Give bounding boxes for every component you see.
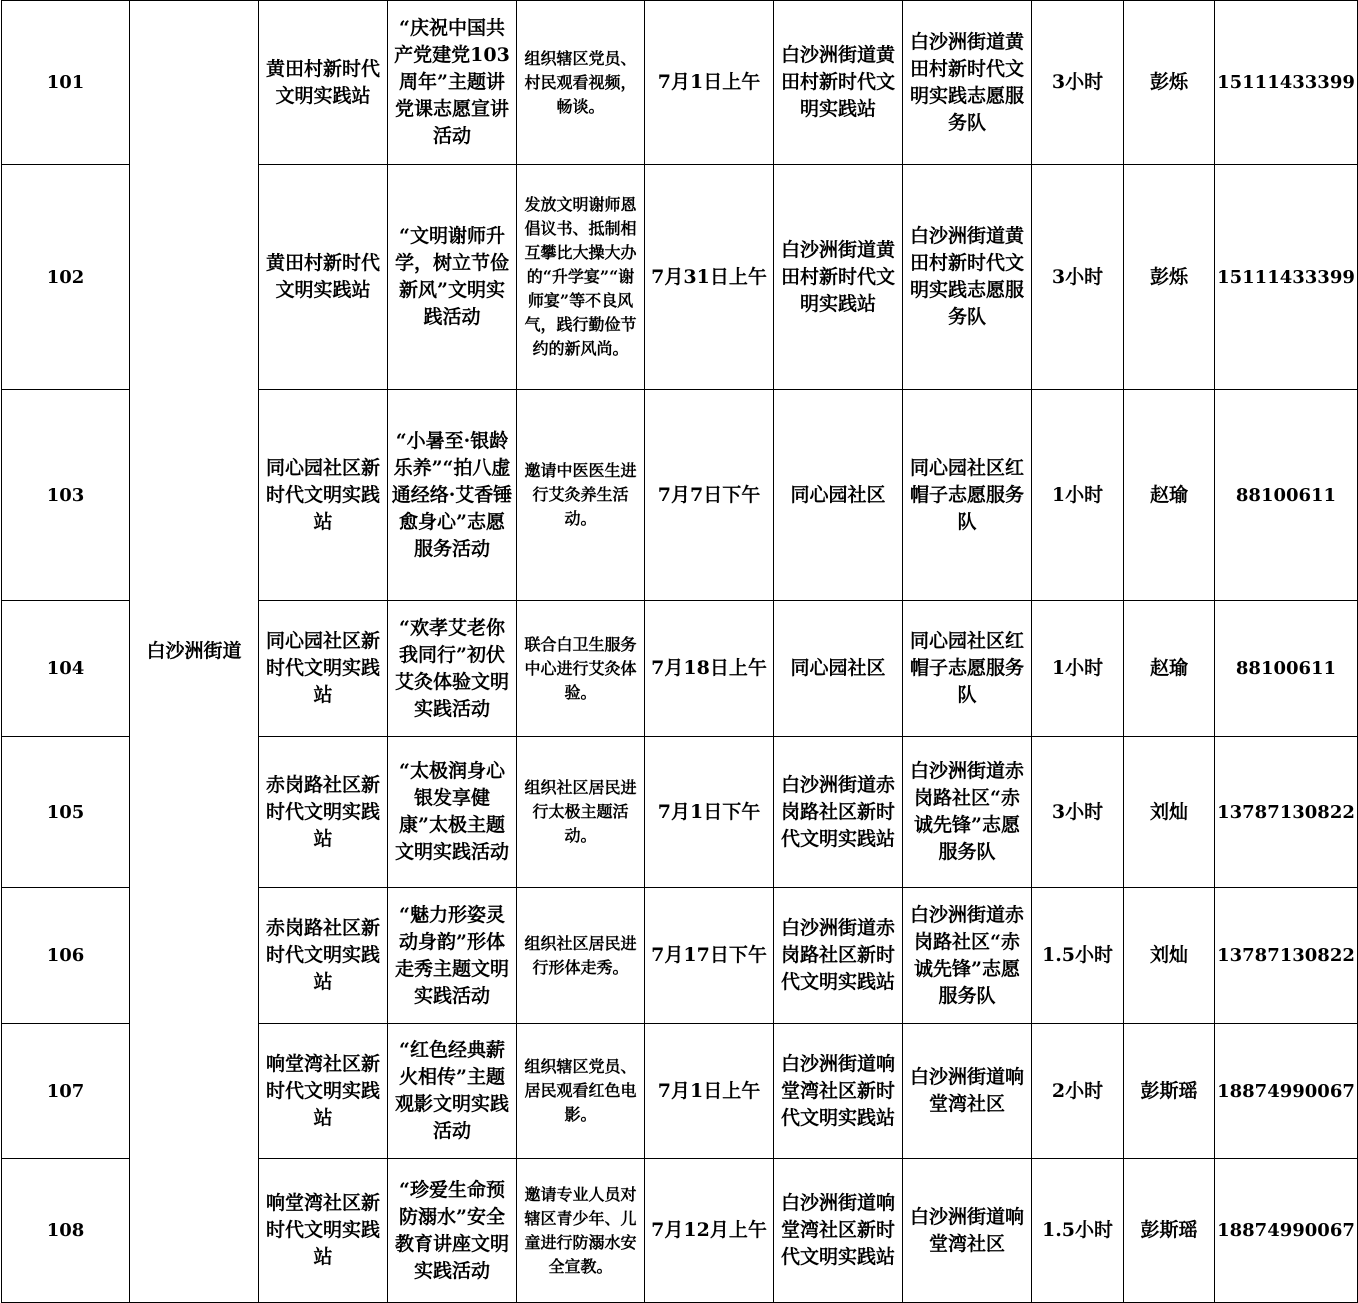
place-cell: 同心园社区: [774, 601, 903, 737]
time-cell: 7月31日上午: [645, 165, 774, 390]
team-cell: 白沙洲街道黄田村新时代文明实践志愿服务队: [903, 1, 1032, 165]
time-cell: 7月1日下午: [645, 737, 774, 888]
content-cell: 邀请中医医生进行艾灸养生活动。: [517, 390, 645, 601]
contact-cell: 刘灿: [1124, 888, 1215, 1024]
contact-cell: 彭烁: [1124, 1, 1215, 165]
phone-cell: 88100611: [1215, 390, 1358, 601]
place-cell: 白沙洲街道赤岗路社区新时代文明实践站: [774, 888, 903, 1024]
station-cell: 黄田村新时代文明实践站: [259, 165, 388, 390]
activity-cell: “魅力形姿灵动身韵”形体走秀主题文明实践活动: [388, 888, 517, 1024]
content-cell: 组织社区居民进行太极主题活动。: [517, 737, 645, 888]
phone-cell: 13787130822: [1215, 737, 1358, 888]
time-cell: 7月7日下午: [645, 390, 774, 601]
activity-cell: “文明谢师升学，树立节俭新风”文明实践活动: [388, 165, 517, 390]
activity-cell: “太极润身心 银发享健康”太极主题文明实践活动: [388, 737, 517, 888]
content-cell: 组织辖区党员、居民观看红色电影。: [517, 1024, 645, 1159]
time-cell: 7月1日上午: [645, 1, 774, 165]
time-cell: 7月12月上午: [645, 1159, 774, 1303]
row-number: 104: [2, 601, 130, 737]
team-cell: 白沙洲街道响堂湾社区: [903, 1024, 1032, 1159]
contact-cell: 刘灿: [1124, 737, 1215, 888]
content-cell: 组织辖区党员、村民观看视频，畅谈。: [517, 1, 645, 165]
duration-cell: 2小时: [1032, 1024, 1124, 1159]
team-cell: 白沙洲街道黄田村新时代文明实践志愿服务队: [903, 165, 1032, 390]
place-cell: 白沙洲街道赤岗路社区新时代文明实践站: [774, 737, 903, 888]
phone-cell: 18874990067: [1215, 1024, 1358, 1159]
contact-cell: 赵瑜: [1124, 601, 1215, 737]
row-number: 102: [2, 165, 130, 390]
station-cell: 赤岗路社区新时代文明实践站: [259, 737, 388, 888]
time-cell: 7月18日上午: [645, 601, 774, 737]
contact-cell: 赵瑜: [1124, 390, 1215, 601]
district-cell: 白沙洲街道: [130, 1, 259, 1303]
contact-cell: 彭斯瑶: [1124, 1159, 1215, 1303]
station-cell: 同心园社区新时代文明实践站: [259, 390, 388, 601]
row-number: 101: [2, 1, 130, 165]
content-cell: 联合白卫生服务中心进行艾灸体验。: [517, 601, 645, 737]
activity-cell: “红色经典薪火相传”主题观影文明实践活动: [388, 1024, 517, 1159]
row-number: 105: [2, 737, 130, 888]
duration-cell: 1小时: [1032, 390, 1124, 601]
station-cell: 同心园社区新时代文明实践站: [259, 601, 388, 737]
contact-cell: 彭斯瑶: [1124, 1024, 1215, 1159]
duration-cell: 1.5小时: [1032, 888, 1124, 1024]
place-cell: 白沙洲街道响堂湾社区新时代文明实践站: [774, 1159, 903, 1303]
row-number: 106: [2, 888, 130, 1024]
team-cell: 同心园社区红帽子志愿服务队: [903, 390, 1032, 601]
place-cell: 白沙洲街道黄田村新时代文明实践站: [774, 1, 903, 165]
station-cell: 赤岗路社区新时代文明实践站: [259, 888, 388, 1024]
place-cell: 白沙洲街道黄田村新时代文明实践站: [774, 165, 903, 390]
content-cell: 组织社区居民进行形体走秀。: [517, 888, 645, 1024]
row-number: 108: [2, 1159, 130, 1303]
phone-cell: 18874990067: [1215, 1159, 1358, 1303]
duration-cell: 3小时: [1032, 1, 1124, 165]
row-number: 103: [2, 390, 130, 601]
activity-cell: “珍爱生命预防溺水”安全教育讲座文明实践活动: [388, 1159, 517, 1303]
team-cell: 白沙洲街道响堂湾社区: [903, 1159, 1032, 1303]
activity-cell: “欢孝艾老你我同行”初伏艾灸体验文明实践活动: [388, 601, 517, 737]
table-row: [2, 1, 1358, 165]
content-cell: 邀请专业人员对辖区青少年、儿童进行防溺水安全宣教。: [517, 1159, 645, 1303]
row-number: 107: [2, 1024, 130, 1159]
time-cell: 7月1日上午: [645, 1024, 774, 1159]
place-cell: 同心园社区: [774, 390, 903, 601]
activity-table: [1, 0, 1358, 1303]
phone-cell: 15111433399: [1215, 165, 1358, 390]
activity-cell: “庆祝中国共产党建党103周年”主题讲党课志愿宣讲活动: [388, 1, 517, 165]
phone-cell: 15111433399: [1215, 1, 1358, 165]
duration-cell: 3小时: [1032, 737, 1124, 888]
station-cell: 响堂湾社区新时代文明实践站: [259, 1024, 388, 1159]
contact-cell: 彭烁: [1124, 165, 1215, 390]
team-cell: 白沙洲街道赤岗路社区“赤诚先锋”志愿服务队: [903, 888, 1032, 1024]
duration-cell: 1.5小时: [1032, 1159, 1124, 1303]
team-cell: 白沙洲街道赤岗路社区“赤诚先锋”志愿服务队: [903, 737, 1032, 888]
station-cell: 响堂湾社区新时代文明实践站: [259, 1159, 388, 1303]
activity-cell: “小暑至·银龄乐养”“拍八虚通经络·艾香锤愈身心”志愿服务活动: [388, 390, 517, 601]
time-cell: 7月17日下午: [645, 888, 774, 1024]
phone-cell: 13787130822: [1215, 888, 1358, 1024]
station-cell: 黄田村新时代文明实践站: [259, 1, 388, 165]
team-cell: 同心园社区红帽子志愿服务队: [903, 601, 1032, 737]
place-cell: 白沙洲街道响堂湾社区新时代文明实践站: [774, 1024, 903, 1159]
phone-cell: 88100611: [1215, 601, 1358, 737]
duration-cell: 3小时: [1032, 165, 1124, 390]
content-cell: 发放文明谢师恩倡议书、抵制相互攀比大操大办的“升学宴”“谢师宴”等不良风气，践行勤俭节约的新风尚。: [517, 165, 645, 390]
duration-cell: 1小时: [1032, 601, 1124, 737]
